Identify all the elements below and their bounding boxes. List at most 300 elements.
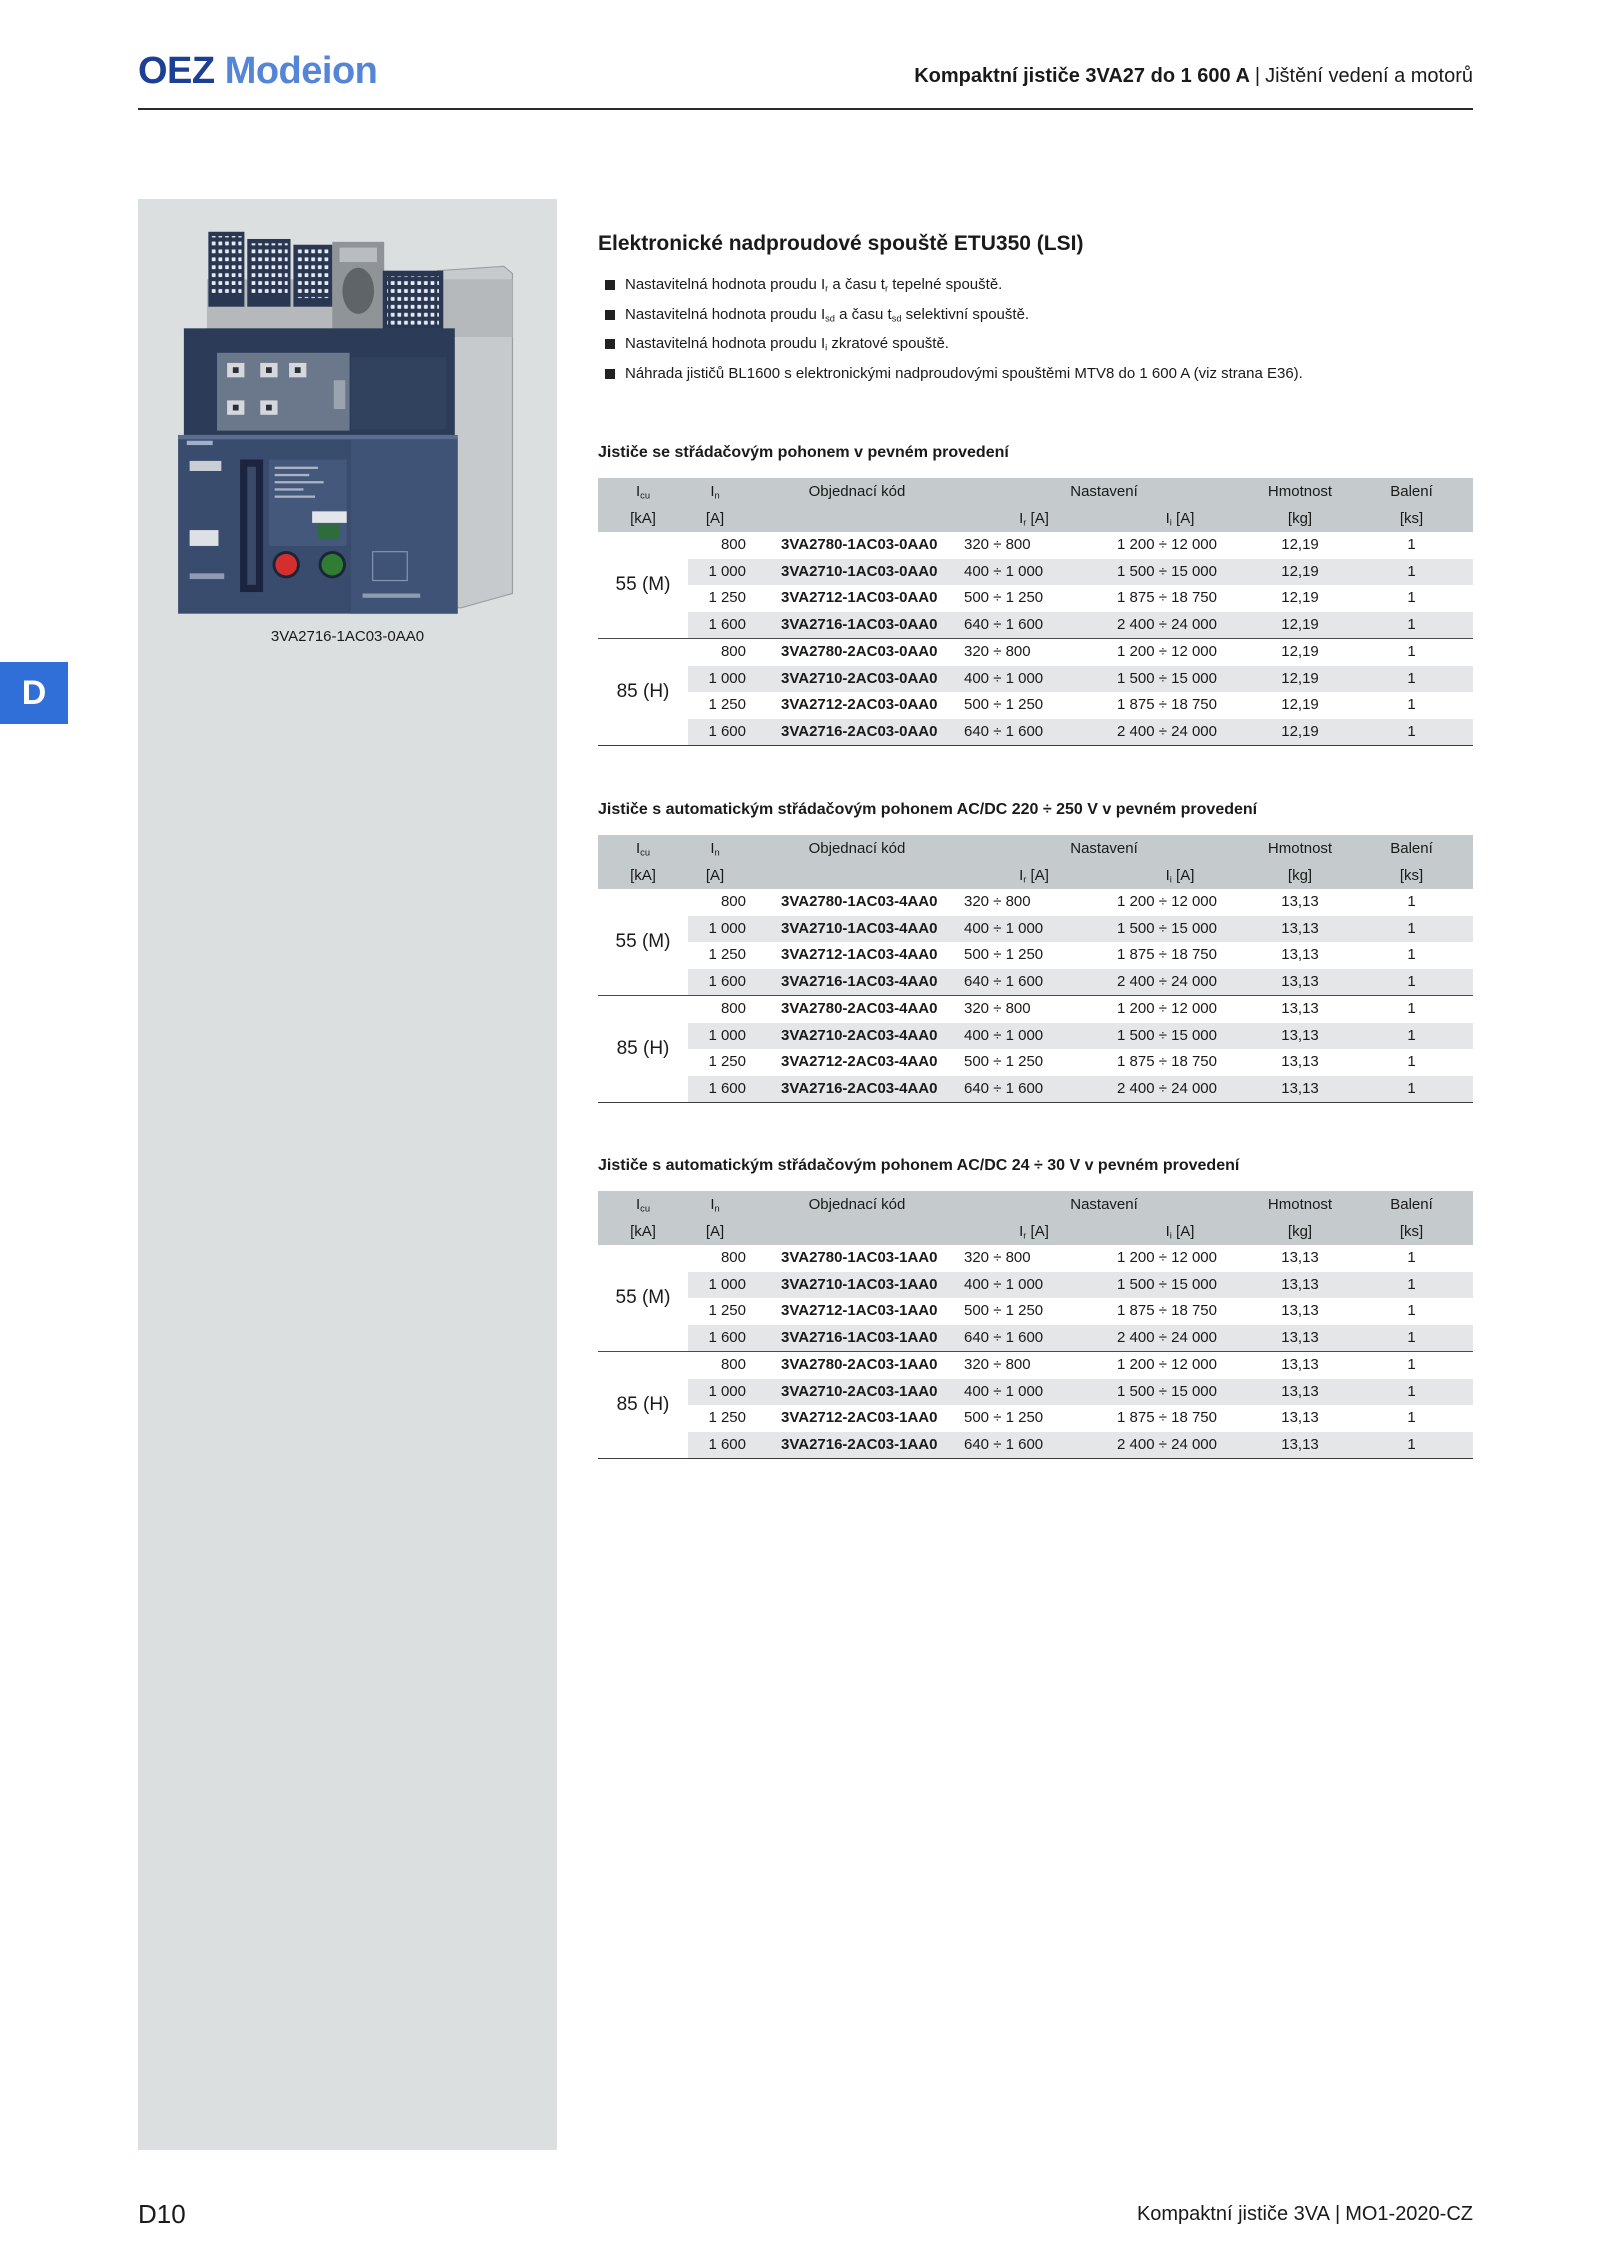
cell-packing: 1 — [1350, 639, 1473, 666]
bullet-square-icon — [605, 369, 615, 379]
cell-ii-range: 1 500 ÷ 15 000 — [1110, 916, 1250, 943]
cell-rated-current: 1 000 — [688, 1379, 756, 1406]
table-row — [598, 639, 1473, 666]
terminal-block — [208, 232, 332, 307]
cell-ii-range: 1 200 ÷ 12 000 — [1110, 532, 1250, 559]
unit-icu: [kA] — [598, 1218, 688, 1245]
cell-weight: 13,13 — [1250, 916, 1350, 943]
unit: [A] — [1026, 510, 1049, 527]
cell-packing: 1 — [1350, 1023, 1473, 1050]
header-ir — [958, 1218, 1110, 1245]
symbol: I — [1019, 1223, 1024, 1240]
cell-rated-current: 1 000 — [688, 559, 756, 586]
cell-ii-range: 2 400 ÷ 24 000 — [1110, 969, 1250, 996]
cell-ii-range: 1 200 ÷ 12 000 — [1110, 996, 1250, 1023]
cell-weight: 13,13 — [1250, 1023, 1350, 1050]
header-ii — [1110, 505, 1250, 532]
cell-order-code: 3VA2710-1AC03-0AA0 — [756, 559, 958, 586]
cell-ii-range: 1 500 ÷ 15 000 — [1110, 1379, 1250, 1406]
header-unit-row — [598, 1218, 1473, 1245]
cell-order-code: 3VA2716-2AC03-4AA0 — [756, 1076, 958, 1103]
section-title: Elektronické nadproudové spouště ETU350 (LSI) — [598, 232, 1084, 255]
cell-weight: 13,13 — [1250, 1245, 1350, 1272]
off-button — [275, 554, 297, 576]
cell-order-code: 3VA2712-2AC03-0AA0 — [756, 692, 958, 719]
table-row — [598, 1076, 1473, 1103]
logo-primary: OEZ — [138, 50, 215, 92]
cell-order-code: 3VA2716-1AC03-1AA0 — [756, 1325, 958, 1352]
cell-weight: 12,19 — [1250, 612, 1350, 639]
cell-rated-current: 1 000 — [688, 1272, 756, 1299]
cell-ii-range: 2 400 ÷ 24 000 — [1110, 612, 1250, 639]
subscript: r — [884, 283, 889, 294]
header-settings: Nastavení — [958, 835, 1250, 862]
cell-ir-range: 640 ÷ 1 600 — [958, 1325, 1110, 1352]
cell-ir-range: 320 ÷ 800 — [958, 532, 1110, 559]
unit-packing: [ks] — [1350, 505, 1473, 532]
unit: [A] — [1026, 1223, 1049, 1240]
bullet-text: Náhrada jističů BL1600 s elektronickými nadproudovými spouštěmi MTV8 do 1 600 A (viz strana E36). — [625, 364, 1303, 382]
footer-separator: | — [1334, 2203, 1341, 2225]
cell-packing: 1 — [1350, 889, 1473, 916]
feature-list — [598, 270, 1303, 388]
subscript: n — [714, 1203, 720, 1214]
unit-code-empty — [756, 1218, 958, 1245]
cell-packing: 1 — [1350, 585, 1473, 612]
cell-breaking-capacity: 55 (M) — [598, 532, 688, 639]
header-order-code: Objednací kód — [756, 1191, 958, 1218]
cell-order-code: 3VA2716-1AC03-0AA0 — [756, 612, 958, 639]
header-in — [688, 478, 756, 505]
cell-ir-range: 400 ÷ 1 000 — [958, 1379, 1110, 1406]
header-packing: Balení — [1350, 478, 1473, 505]
cell-rated-current: 1 250 — [688, 1298, 756, 1325]
cell-breaking-capacity: 55 (M) — [598, 1245, 688, 1352]
table-heading: Jističe s automatickým střádačovým pohonem AC/DC 220 ÷ 250 V v pevném provedení — [598, 801, 1258, 818]
cell-order-code: 3VA2710-1AC03-4AA0 — [756, 916, 958, 943]
footer-doc-code: MO1-2020-CZ — [1345, 2203, 1473, 2225]
cell-packing: 1 — [1350, 1076, 1473, 1103]
header-unit-row — [598, 862, 1473, 889]
cell-order-code: 3VA2710-2AC03-4AA0 — [756, 1023, 958, 1050]
cell-weight: 13,13 — [1250, 1076, 1350, 1103]
table-row — [598, 585, 1473, 612]
subscript: i — [1169, 1230, 1172, 1241]
header-in — [688, 835, 756, 862]
table-header — [598, 1191, 1473, 1245]
cell-rated-current: 1 000 — [688, 666, 756, 693]
cell-rated-current: 1 250 — [688, 1049, 756, 1076]
table-row — [598, 1272, 1473, 1299]
table-wrapper — [598, 478, 1473, 746]
cell-weight: 13,13 — [1250, 996, 1350, 1023]
unit-in: [A] — [688, 862, 756, 889]
header-row — [598, 478, 1473, 505]
cell-ir-range: 320 ÷ 800 — [958, 639, 1110, 666]
cell-packing: 1 — [1350, 1298, 1473, 1325]
cell-ii-range: 1 200 ÷ 12 000 — [1110, 889, 1250, 916]
symbol: I — [636, 483, 641, 500]
cell-ir-range: 320 ÷ 800 — [958, 1352, 1110, 1379]
cell-ir-range: 640 ÷ 1 600 — [958, 1076, 1110, 1103]
brand-logo — [138, 49, 377, 93]
unit: [A] — [1171, 1223, 1195, 1240]
subscript: n — [714, 847, 720, 858]
subscript: i — [1169, 517, 1172, 528]
cell-rated-current: 800 — [688, 1352, 756, 1379]
cell-weight: 13,13 — [1250, 1049, 1350, 1076]
header-row — [598, 835, 1473, 862]
cell-ir-range: 400 ÷ 1 000 — [958, 916, 1110, 943]
cell-ir-range: 400 ÷ 1 000 — [958, 1272, 1110, 1299]
cell-weight: 12,19 — [1250, 532, 1350, 559]
cell-rated-current: 1 600 — [688, 1432, 756, 1459]
unit: [A] — [1171, 510, 1195, 527]
cell-ii-range: 1 875 ÷ 18 750 — [1110, 692, 1250, 719]
unit: [A] — [1026, 867, 1049, 884]
cell-ii-range: 2 400 ÷ 24 000 — [1110, 719, 1250, 746]
footer-document — [1137, 2200, 1473, 2228]
bullet-text: selektivní spouště. — [901, 305, 1030, 323]
cell-rated-current: 1 600 — [688, 1325, 756, 1352]
cell-order-code: 3VA2780-1AC03-4AA0 — [756, 889, 958, 916]
subscript: n — [714, 490, 720, 501]
cell-weight: 13,13 — [1250, 1379, 1350, 1406]
cell-weight: 12,19 — [1250, 639, 1350, 666]
cell-ii-range: 1 200 ÷ 12 000 — [1110, 1245, 1250, 1272]
header-weight: Hmotnost — [1250, 835, 1350, 862]
bullet-text: a času t — [834, 305, 892, 323]
cell-packing: 1 — [1350, 1405, 1473, 1432]
list-item — [598, 359, 1303, 389]
cell-ii-range: 1 500 ÷ 15 000 — [1110, 559, 1250, 586]
cell-ir-range: 500 ÷ 1 250 — [958, 942, 1110, 969]
cell-ir-range: 500 ÷ 1 250 — [958, 1049, 1110, 1076]
cell-weight: 13,13 — [1250, 969, 1350, 996]
table-heading: Jističe s automatickým střádačovým pohonem AC/DC 24 ÷ 30 V v pevném provedení — [598, 1157, 1240, 1174]
cell-ir-range: 640 ÷ 1 600 — [958, 969, 1110, 996]
table-header — [598, 478, 1473, 532]
cell-rated-current: 1 250 — [688, 942, 756, 969]
cell-rated-current: 1 000 — [688, 1023, 756, 1050]
cell-rated-current: 1 600 — [688, 969, 756, 996]
header-icu — [598, 835, 688, 862]
cell-weight: 13,13 — [1250, 1432, 1350, 1459]
cell-ii-range: 1 200 ÷ 12 000 — [1110, 639, 1250, 666]
table-row — [598, 889, 1473, 916]
cell-ii-range: 1 500 ÷ 15 000 — [1110, 666, 1250, 693]
cell-weight: 13,13 — [1250, 942, 1350, 969]
cell-ir-range: 640 ÷ 1 600 — [958, 719, 1110, 746]
logo-secondary: Modeion — [224, 50, 378, 92]
cell-ir-range: 500 ÷ 1 250 — [958, 1405, 1110, 1432]
subscript: sd — [825, 312, 835, 323]
cell-rated-current: 1 600 — [688, 1076, 756, 1103]
header-order-code: Objednací kód — [756, 478, 958, 505]
auxiliary-module — [332, 242, 384, 334]
cell-breaking-capacity: 85 (H) — [598, 639, 688, 746]
page-number: D10 — [138, 2199, 186, 2229]
cell-order-code: 3VA2712-2AC03-4AA0 — [756, 1049, 958, 1076]
cell-ii-range: 1 200 ÷ 12 000 — [1110, 1352, 1250, 1379]
cell-weight: 13,13 — [1250, 1272, 1350, 1299]
cell-ii-range: 1 875 ÷ 18 750 — [1110, 1405, 1250, 1432]
unit-packing: [ks] — [1350, 862, 1473, 889]
table-row — [598, 916, 1473, 943]
unit-icu: [kA] — [598, 862, 688, 889]
table-wrapper — [598, 835, 1473, 1103]
unit-in: [A] — [688, 1218, 756, 1245]
cell-packing: 1 — [1350, 559, 1473, 586]
header-order-code: Objednací kód — [756, 835, 958, 862]
bullet-text: a času t — [828, 276, 885, 293]
cell-ir-range: 400 ÷ 1 000 — [958, 559, 1110, 586]
cell-rated-current: 1 000 — [688, 916, 756, 943]
symbol: I — [1019, 867, 1024, 884]
cell-weight: 13,13 — [1250, 1298, 1350, 1325]
trip-unit-panel — [184, 328, 455, 435]
chapter-tab: D — [0, 662, 68, 724]
cell-order-code: 3VA2716-1AC03-4AA0 — [756, 969, 958, 996]
cell-breaking-capacity: 85 (H) — [598, 1352, 688, 1459]
table-row — [598, 666, 1473, 693]
header-settings: Nastavení — [958, 478, 1250, 505]
table-block — [598, 797, 1473, 1103]
cell-order-code: 3VA2710-2AC03-1AA0 — [756, 1379, 958, 1406]
cell-ii-range: 2 400 ÷ 24 000 — [1110, 1432, 1250, 1459]
header-icu — [598, 1191, 688, 1218]
list-item — [598, 270, 1303, 300]
symbol: I — [1019, 510, 1024, 527]
cell-ii-range: 1 500 ÷ 15 000 — [1110, 1272, 1250, 1299]
cell-packing: 1 — [1350, 1352, 1473, 1379]
cell-rated-current: 800 — [688, 532, 756, 559]
cell-ir-range: 400 ÷ 1 000 — [958, 666, 1110, 693]
on-button — [322, 554, 344, 576]
table-row — [598, 1379, 1473, 1406]
spec-table — [598, 478, 1473, 745]
cell-ir-range: 500 ÷ 1 250 — [958, 1298, 1110, 1325]
table-row — [598, 559, 1473, 586]
bullet-text: Nastavitelná hodnota proudu I — [625, 335, 826, 352]
cell-packing: 1 — [1350, 1432, 1473, 1459]
unit-weight: [kg] — [1250, 862, 1350, 889]
cell-weight: 13,13 — [1250, 1325, 1350, 1352]
cell-ir-range: 640 ÷ 1 600 — [958, 612, 1110, 639]
header-packing: Balení — [1350, 835, 1473, 862]
cell-packing: 1 — [1350, 532, 1473, 559]
table-row — [598, 1405, 1473, 1432]
cell-weight: 12,19 — [1250, 585, 1350, 612]
cell-weight: 13,13 — [1250, 1352, 1350, 1379]
cell-order-code: 3VA2712-2AC03-1AA0 — [756, 1405, 958, 1432]
bullet-text: zkratové spouště. — [827, 335, 949, 352]
subscript: sd — [891, 312, 902, 323]
cell-rated-current: 800 — [688, 1245, 756, 1272]
cell-ii-range: 1 875 ÷ 18 750 — [1110, 585, 1250, 612]
table-header — [598, 835, 1473, 889]
symbol: I — [1165, 510, 1170, 527]
cell-ir-range: 640 ÷ 1 600 — [958, 1432, 1110, 1459]
cell-ii-range: 2 400 ÷ 24 000 — [1110, 1325, 1250, 1352]
main-content — [598, 0, 1473, 2263]
table-row — [598, 969, 1473, 996]
subscript: i — [825, 342, 828, 353]
bullet-square-icon — [605, 310, 615, 320]
bullet-text: Nastavitelná hodnota proudu I — [625, 305, 826, 323]
cell-order-code: 3VA2780-2AC03-4AA0 — [756, 996, 958, 1023]
subscript: cu — [640, 847, 650, 858]
symbol: I — [710, 840, 715, 857]
unit-code-empty — [756, 505, 958, 532]
unit: [A] — [1171, 867, 1195, 884]
cell-order-code: 3VA2710-1AC03-1AA0 — [756, 1272, 958, 1299]
unit-icu: [kA] — [598, 505, 688, 532]
table-row — [598, 719, 1473, 746]
cell-ir-range: 400 ÷ 1 000 — [958, 1023, 1110, 1050]
header-packing: Balení — [1350, 1191, 1473, 1218]
header-icu — [598, 478, 688, 505]
cell-packing: 1 — [1350, 666, 1473, 693]
cell-packing: 1 — [1350, 942, 1473, 969]
cell-order-code: 3VA2712-1AC03-0AA0 — [756, 585, 958, 612]
cell-weight: 13,13 — [1250, 1405, 1350, 1432]
unit-in: [A] — [688, 505, 756, 532]
cell-packing: 1 — [1350, 1325, 1473, 1352]
cell-order-code: 3VA2712-1AC03-4AA0 — [756, 942, 958, 969]
spec-table — [598, 1191, 1473, 1458]
cell-weight: 12,19 — [1250, 559, 1350, 586]
cell-order-code: 3VA2716-2AC03-0AA0 — [756, 719, 958, 746]
table-row — [598, 1049, 1473, 1076]
symbol: I — [636, 1196, 641, 1213]
cell-breaking-capacity: 85 (H) — [598, 996, 688, 1103]
cell-packing: 1 — [1350, 1049, 1473, 1076]
table-row — [598, 1298, 1473, 1325]
table-row — [598, 1245, 1473, 1272]
table-body — [598, 889, 1473, 1102]
cell-rated-current: 1 600 — [688, 719, 756, 746]
header-ir — [958, 505, 1110, 532]
unit-code-empty — [756, 862, 958, 889]
table-row — [598, 942, 1473, 969]
symbol: I — [710, 1196, 715, 1213]
cell-rated-current: 800 — [688, 889, 756, 916]
cell-order-code: 3VA2712-1AC03-1AA0 — [756, 1298, 958, 1325]
table-block — [598, 1153, 1473, 1459]
table-heading: Jističe se střádačovým pohonem v pevném provedení — [598, 444, 1009, 461]
bullet-square-icon — [605, 280, 615, 290]
cell-ir-range: 500 ÷ 1 250 — [958, 585, 1110, 612]
cell-weight: 12,19 — [1250, 719, 1350, 746]
table-row — [598, 1023, 1473, 1050]
header-in — [688, 1191, 756, 1218]
cell-ir-range: 500 ÷ 1 250 — [958, 692, 1110, 719]
header-ii — [1110, 1218, 1250, 1245]
table-body — [598, 532, 1473, 745]
subscript: r — [1023, 1230, 1027, 1241]
header-title-product: Kompaktní jističe 3VA27 do 1 600 A — [914, 65, 1250, 87]
cell-ii-range: 1 875 ÷ 18 750 — [1110, 1298, 1250, 1325]
cell-rated-current: 800 — [688, 639, 756, 666]
table-row — [598, 1432, 1473, 1459]
cell-ir-range: 320 ÷ 800 — [958, 889, 1110, 916]
list-item — [598, 329, 1303, 359]
table-body — [598, 1245, 1473, 1458]
table-row — [598, 532, 1473, 559]
list-item — [598, 300, 1303, 330]
cell-order-code: 3VA2710-2AC03-0AA0 — [756, 666, 958, 693]
header-settings: Nastavení — [958, 1191, 1250, 1218]
unit-weight: [kg] — [1250, 505, 1350, 532]
cell-ii-range: 1 875 ÷ 18 750 — [1110, 942, 1250, 969]
cell-rated-current: 800 — [688, 996, 756, 1023]
header-ii — [1110, 862, 1250, 889]
table-row — [598, 1325, 1473, 1352]
subscript: r — [1023, 517, 1027, 528]
cell-ii-range: 1 875 ÷ 18 750 — [1110, 1049, 1250, 1076]
cell-rated-current: 1 600 — [688, 612, 756, 639]
cell-packing: 1 — [1350, 1272, 1473, 1299]
table-row — [598, 1352, 1473, 1379]
cell-rated-current: 1 250 — [688, 585, 756, 612]
symbol: I — [710, 483, 715, 500]
cell-weight: 12,19 — [1250, 692, 1350, 719]
subscript: cu — [640, 1203, 650, 1214]
cell-packing: 1 — [1350, 996, 1473, 1023]
subscript: r — [825, 283, 829, 294]
table-row — [598, 612, 1473, 639]
header-weight: Hmotnost — [1250, 478, 1350, 505]
product-caption: 3VA2716-1AC03-0AA0 — [270, 628, 425, 645]
cell-weight: 13,13 — [1250, 889, 1350, 916]
bullet-text: tepelné spouště. — [888, 276, 1003, 293]
subscript: cu — [640, 490, 650, 501]
unit-weight: [kg] — [1250, 1218, 1350, 1245]
cell-rated-current: 1 250 — [688, 692, 756, 719]
header-row — [598, 1191, 1473, 1218]
footer-doc-title: Kompaktní jističe 3VA — [1136, 2203, 1330, 2225]
symbol: I — [636, 840, 641, 857]
subscript: i — [1169, 874, 1172, 885]
table-row — [598, 692, 1473, 719]
table-block — [598, 440, 1473, 746]
cell-ii-range: 2 400 ÷ 24 000 — [1110, 1076, 1250, 1103]
cell-order-code: 3VA2780-2AC03-1AA0 — [756, 1352, 958, 1379]
cell-order-code: 3VA2780-1AC03-1AA0 — [756, 1245, 958, 1272]
bullet-square-icon — [605, 339, 615, 349]
cell-packing: 1 — [1350, 692, 1473, 719]
spec-table — [598, 835, 1473, 1102]
cell-ir-range: 320 ÷ 800 — [958, 1245, 1110, 1272]
cell-order-code: 3VA2716-2AC03-1AA0 — [756, 1432, 958, 1459]
cell-packing: 1 — [1350, 1379, 1473, 1406]
cell-packing: 1 — [1350, 1245, 1473, 1272]
cell-ii-range: 1 500 ÷ 15 000 — [1110, 1023, 1250, 1050]
table-row — [598, 996, 1473, 1023]
cell-rated-current: 1 250 — [688, 1405, 756, 1432]
header-unit-row — [598, 505, 1473, 532]
cell-order-code: 3VA2780-2AC03-0AA0 — [756, 639, 958, 666]
header-weight: Hmotnost — [1250, 1191, 1350, 1218]
breaker-front — [178, 435, 458, 614]
cell-packing: 1 — [1350, 969, 1473, 996]
header-title-category: Jištění vedení a motorů — [1265, 65, 1473, 87]
cell-breaking-capacity: 55 (M) — [598, 889, 688, 996]
table-wrapper — [598, 1191, 1473, 1459]
symbol: I — [1165, 867, 1170, 884]
header-ir — [958, 862, 1110, 889]
